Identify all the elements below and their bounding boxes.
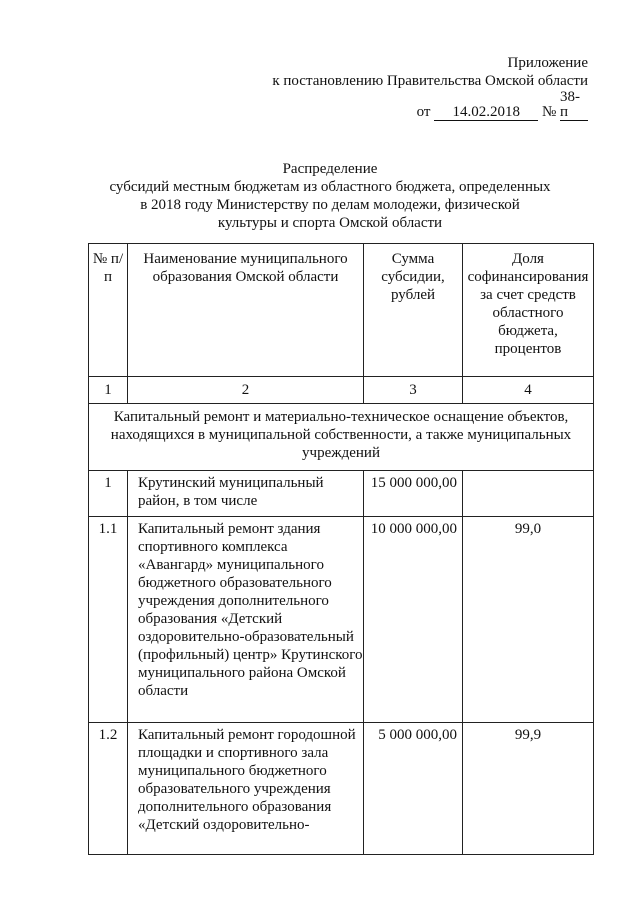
header-num: № п/п xyxy=(89,244,128,377)
row-sum xyxy=(364,471,463,517)
title-line-3: в 2018 году Министерству по делам молодежи, физической xyxy=(140,197,520,213)
appendix-title: Приложение xyxy=(507,55,588,71)
row-pct: 99,9 xyxy=(463,723,594,855)
title-line-1: Распределение xyxy=(282,161,378,177)
row-sum-value: 10 000 000,00 xyxy=(370,521,457,537)
header-sum: Сумма субсидии, рублей xyxy=(364,244,463,377)
row-pct xyxy=(463,471,594,517)
title-line-2: субсидий местным бюджетам из областного бюджета, определенных xyxy=(109,179,551,195)
appendix-decree: к постановлению Правительства Омской области xyxy=(272,73,588,89)
column-index: 3 xyxy=(364,377,463,404)
row-num: 1.1 xyxy=(89,517,128,723)
header-name: Наименование муниципального образования Омской области xyxy=(128,244,364,377)
column-index: 4 xyxy=(463,377,594,404)
appendix-date-number xyxy=(272,90,588,121)
row-sum xyxy=(364,723,463,855)
table-row xyxy=(89,723,594,855)
row-pct: 99,0 xyxy=(463,517,594,723)
header-pct: Доля софинансирования за счет средств областного бюджета, процентов xyxy=(463,244,594,377)
table-row xyxy=(89,517,594,723)
row-name: Крутинский муниципальный район, в том числе xyxy=(128,471,364,517)
row-num: 1.2 xyxy=(89,723,128,855)
appendix-block xyxy=(272,54,588,121)
section-title: Капитальный ремонт и материально-техническое оснащение объектов, находящихся в муниципальной собственности, а также муниципальных учреждений xyxy=(89,404,594,471)
row-name: Капитальный ремонт городошной площадки и спортивного зала муниципального бюджетного образовательного учреждения дополнительного образования «Детский оздоровительно- xyxy=(128,723,364,855)
table-header-row xyxy=(89,244,594,377)
decree-number: 38-п xyxy=(560,90,588,121)
column-index: 1 xyxy=(89,377,128,404)
row-num: 1 xyxy=(89,471,128,517)
row-sum-value: 5 000 000,00 xyxy=(378,727,457,743)
column-index: 2 xyxy=(128,377,364,404)
number-label: № xyxy=(541,104,557,120)
title-line-4: культуры и спорта Омской области xyxy=(217,215,443,231)
table-row xyxy=(89,471,594,517)
row-sum xyxy=(364,517,463,723)
row-name: Капитальный ремонт здания спортивного комплекса «Авангард» муниципального бюджетного образовательного учреждения дополнительного образования «Детский оздоровительно-образовательный (профильный) центр» Крутинского муниципального района Омской области xyxy=(128,517,364,723)
subsidy-table xyxy=(88,243,594,855)
column-index-row xyxy=(89,377,594,404)
row-sum-value: 15 000 000,00 xyxy=(370,475,457,491)
section-row xyxy=(89,404,594,471)
decree-date: 14.02.2018 xyxy=(434,105,538,121)
document-title xyxy=(90,160,570,232)
from-label: от xyxy=(416,104,431,120)
